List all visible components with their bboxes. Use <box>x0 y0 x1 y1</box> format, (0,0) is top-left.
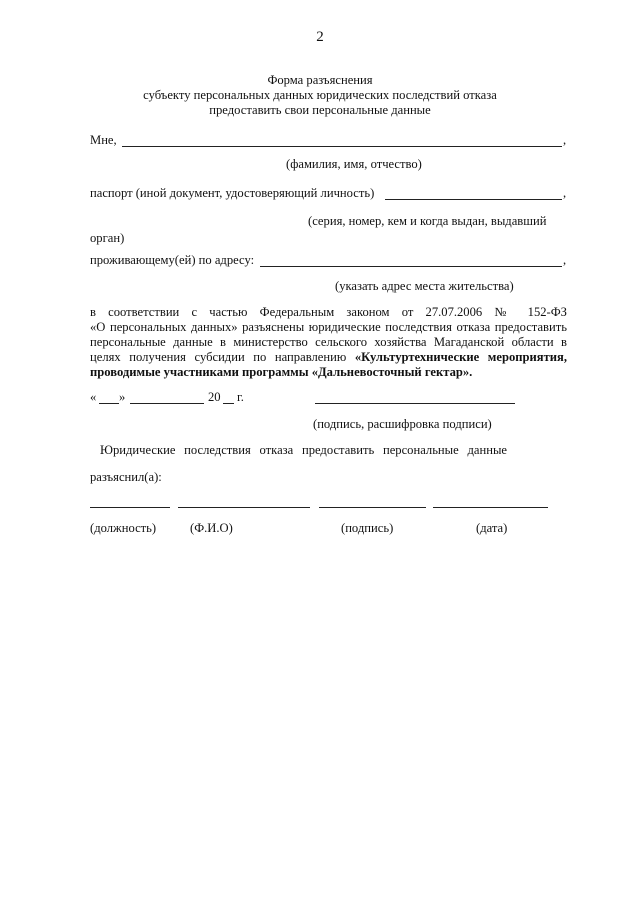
address-label: проживающему(ей) по адресу: <box>90 253 255 267</box>
passport-hint-line-1: (серия, номер, кем и когда выдан, выдавший <box>308 214 547 228</box>
day-field[interactable] <box>99 403 119 404</box>
comma-2: , <box>563 186 567 200</box>
year-prefix: 20 <box>208 390 221 404</box>
date-close-quote: » <box>119 390 126 404</box>
name-caption: (Ф.И.О) <box>190 521 233 535</box>
form-title-line-3: предоставить свои персональные данные <box>209 103 431 117</box>
address-field[interactable] <box>260 266 562 267</box>
body-line-1: в соответствии с частью Федеральным законом от 27.07.2006 № 152-ФЗ <box>90 305 567 319</box>
month-field[interactable] <box>130 403 204 404</box>
full-name-hint: (фамилия, имя, отчество) <box>286 157 422 171</box>
full-name-field[interactable] <box>122 146 562 147</box>
signature-hint: (подпись, расшифровка подписи) <box>313 417 492 431</box>
body-line-4-bold: «Культуртехнические мероприятия, <box>354 350 567 364</box>
passport-hint-line-2: орган) <box>90 231 125 245</box>
signature-caption: (подпись) <box>341 521 394 535</box>
address-hint: (указать адрес места жительства) <box>335 279 514 293</box>
body-line-3: персональные данные в министерство сельского хозяйства Магаданской области в <box>90 335 567 349</box>
name-field[interactable] <box>178 507 310 508</box>
body-line-5: проводимые участниками программы «Дальневосточный гектар». <box>90 365 473 379</box>
me-label: Мне, <box>90 133 117 147</box>
form-title-line-2: субъекту персональных данных юридических последствий отказа <box>143 88 497 102</box>
position-caption: (должность) <box>90 521 157 535</box>
date-field[interactable] <box>433 507 548 508</box>
year-field[interactable] <box>223 403 234 404</box>
date-open-quote: « <box>90 390 97 404</box>
signature-field[interactable] <box>315 403 515 404</box>
body-line-2: «О персональных данных» разъяснены юридические последствия отказа предоставить <box>90 320 567 334</box>
body-line-4-normal: целях получения субсидии по направлению <box>90 350 347 364</box>
explained-line-1: Юридические последствия отказа предоставить персональные данные <box>100 443 507 457</box>
date-caption: (дата) <box>476 521 508 535</box>
signature-field-2[interactable] <box>319 507 426 508</box>
year-suffix: г. <box>237 390 244 404</box>
passport-label: паспорт (иной документ, удостоверяющий личность) <box>90 186 375 200</box>
page-number: 2 <box>316 29 324 45</box>
explained-line-2: разъяснил(а): <box>90 470 162 484</box>
comma-1: , <box>563 133 567 147</box>
form-title-line-1: Форма разъяснения <box>267 73 373 87</box>
passport-field[interactable] <box>385 199 562 200</box>
body-line-4 <box>90 350 567 365</box>
position-field[interactable] <box>90 507 170 508</box>
comma-3: , <box>563 253 567 267</box>
